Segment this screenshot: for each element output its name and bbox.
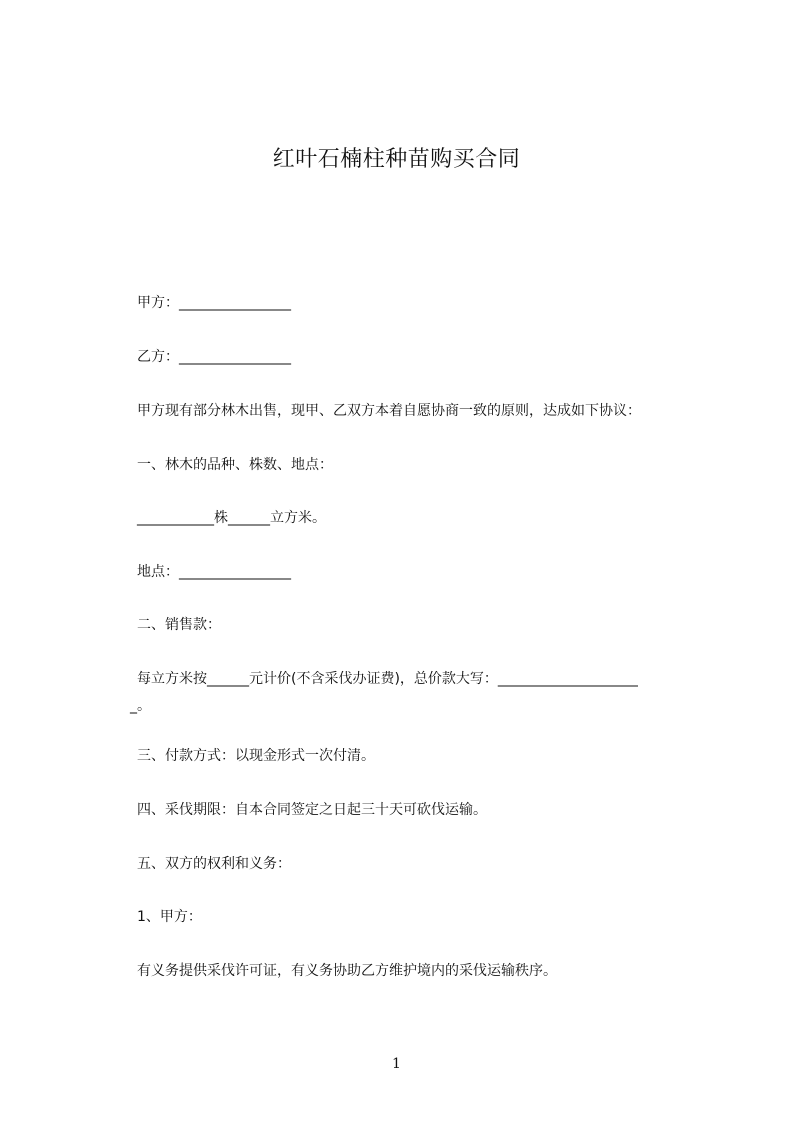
- party-b-line: 乙方：________________: [137, 349, 291, 365]
- price-line-continuation: _。: [130, 698, 151, 714]
- location-line: 地点：________________: [137, 564, 291, 580]
- party-a-obligations: 有义务提供采伐许可证，有义务协助乙方维护境内的采伐运输秩序。: [137, 963, 557, 979]
- section-3-payment: 三、付款方式：以现金形式一次付清。: [137, 748, 375, 764]
- quantity-line: ___________株______立方米。: [137, 510, 326, 526]
- price-line: 每立方米按______元计价(不含采伐办证费)，总价款大写：____________________: [137, 671, 638, 687]
- section-4-period: 四、采伐期限：自本合同签定之日起三十天可砍伐运输。: [137, 802, 487, 818]
- section-2-heading: 二、销售款：: [137, 617, 221, 633]
- subsection-party-a: 1、甲方：: [137, 909, 202, 925]
- section-1-heading: 一、林木的品种、株数、地点：: [137, 457, 333, 473]
- page-number: 1: [392, 1056, 401, 1072]
- party-a-line: 甲方：________________: [137, 295, 291, 311]
- section-5-heading: 五、双方的权利和义务：: [137, 856, 291, 872]
- contract-title: 红叶石楠柱种苗购买合同: [272, 147, 521, 172]
- preamble-paragraph: 甲方现有部分林木出售，现甲、乙双方本着自愿协商一致的原则，达成如下协议：: [137, 403, 641, 419]
